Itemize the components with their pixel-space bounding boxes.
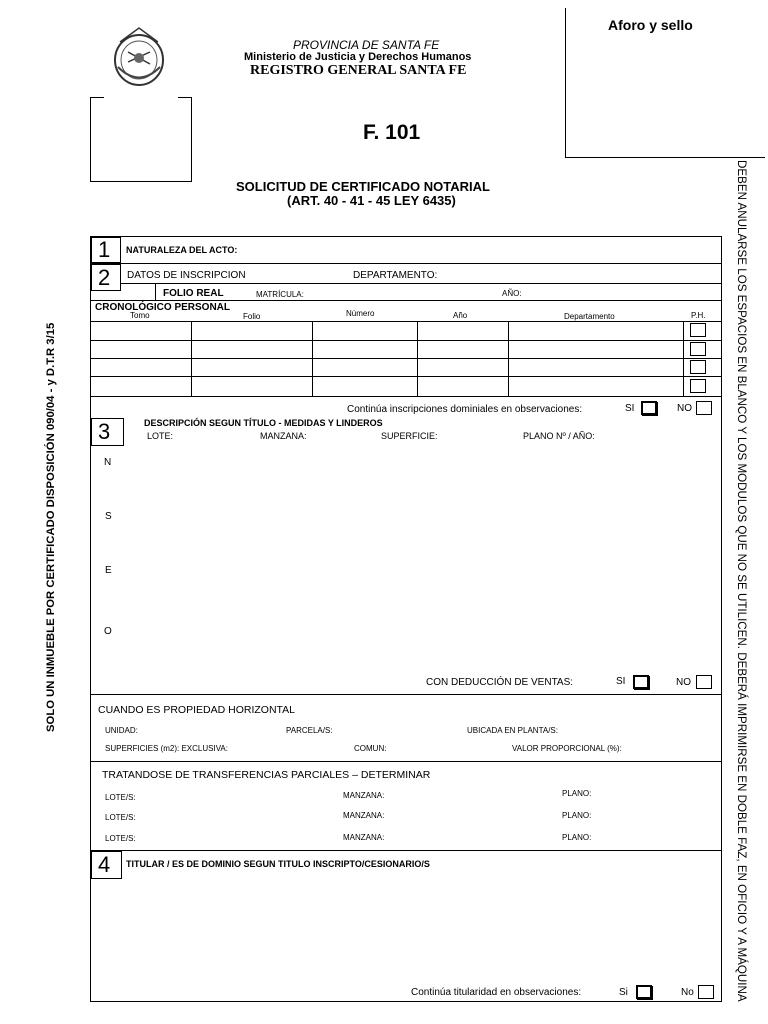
col-ph: P.H. (691, 311, 706, 320)
transfer-manzana-label: MANZANA: (343, 811, 385, 820)
divider (90, 376, 722, 377)
divider (90, 761, 722, 762)
titularidad-no-checkbox[interactable] (698, 985, 714, 999)
form-title-line1: SOLICITUD DE CERTIFICADO NOTARIAL (236, 179, 490, 194)
divider (90, 358, 722, 359)
departamento-label: DEPARTAMENTO: (353, 270, 438, 281)
form-code: F. 101 (363, 121, 421, 144)
provincial-seal-icon (108, 22, 170, 88)
matricula-label: MATRÍCULA: (256, 290, 304, 299)
valor-proporcional-label: VALOR PROPORCIONAL (%): (512, 744, 622, 753)
deduccion-si-checkbox[interactable] (633, 675, 649, 689)
divider (155, 283, 156, 300)
folio-real-label: FOLIO REAL (163, 288, 224, 299)
inscripciones-si-checkbox[interactable] (641, 401, 657, 415)
ministry-name: Ministerio de Justicia y Derechos Humanos (244, 51, 472, 63)
continua-inscripciones-label: Continúa inscripciones dominiales en observaciones: (347, 404, 583, 415)
province-name: PROVINCIA DE SANTA FE (293, 38, 440, 52)
deduccion-no-checkbox[interactable] (696, 675, 712, 689)
manzana-label: MANZANA: (260, 431, 307, 441)
col-departamento: Departamento (564, 312, 615, 321)
naturaleza-label: NATURALEZA DEL ACTO: (126, 245, 238, 255)
titularidad-si-label: Si (619, 987, 628, 998)
form-title-line2: (ART. 40 - 41 - 45 LEY 6435) (287, 193, 456, 208)
stamp-box-bottom-border (565, 157, 765, 158)
col-anio: Año (453, 311, 468, 320)
inscripciones-no-label: NO (677, 403, 692, 414)
transfer-plano-label: PLANO: (562, 811, 592, 820)
transferencias-title: TRATANDOSE DE TRANSFERENCIAS PARCIALES – DETERMINAR (102, 769, 431, 781)
titulares-label: TITULAR / ES DE DOMINIO SEGUN TITULO INSCRIPTO/CESIONARIO/S (126, 859, 430, 869)
transfer-manzana-label: MANZANA: (343, 791, 385, 800)
divider (508, 321, 509, 396)
col-folio: Folio (243, 312, 261, 321)
divider (90, 321, 722, 322)
right-side-note: DEBEN ANULARSE LOS ESPACIOS EN BLANCO Y LOS MODULOS QUE NO SE UTILICEN. DEBERÁ IMPRIMIRSE EN DOBLE FAZ, EN OFICIO Y A MÁQUINA (735, 160, 748, 1002)
divider (90, 263, 722, 264)
form-frame (90, 236, 722, 1002)
divider (90, 694, 722, 695)
continua-titularidad-label: Continúa titularidad en observaciones: (411, 987, 582, 998)
superficie-label: SUPERFICIE: (381, 431, 438, 441)
section-1-number: 1 (98, 237, 111, 262)
ubicada-label: UBICADA EN PLANTA/S: (467, 726, 558, 735)
comun-label: COMUN: (354, 744, 387, 753)
divider (312, 321, 313, 396)
cardinal-south: S (105, 511, 112, 522)
deduccion-label: CON DEDUCCIÓN DE VENTAS: (426, 677, 574, 688)
divider (417, 321, 418, 396)
inscripciones-si-label: SI (625, 403, 635, 414)
transfer-plano-label: PLANO: (562, 833, 592, 842)
stamp-box-left-border (565, 8, 566, 158)
transfer-lote-label: LOTE/S: (105, 813, 136, 822)
col-numero: Número (346, 309, 375, 318)
plano-label: PLANO Nº / AÑO: (523, 431, 595, 441)
propiedad-horizontal-title: CUANDO ES PROPIEDAD HORIZONTAL (98, 704, 295, 716)
divider (90, 300, 722, 301)
section-2-number: 2 (98, 265, 111, 290)
transfer-lote-label: LOTE/S: (105, 793, 136, 802)
superficies-label: SUPERFICIES (m2): EXCLUSIVA: (105, 744, 228, 753)
left-side-note: SOLO UN INMUEBLE POR CERTIFICADO DISPOSICIÓN 090/04 - y D.T.R 3/15 (45, 322, 57, 732)
deduccion-no-label: NO (676, 677, 691, 688)
ph-checkbox[interactable] (690, 342, 706, 356)
ph-checkbox[interactable] (690, 360, 706, 374)
cronologico-label: CRONOLÓGICO PERSONAL (95, 302, 231, 313)
divider (90, 850, 722, 851)
divider (90, 340, 722, 341)
ph-checkbox[interactable] (690, 379, 706, 393)
section-4-number: 4 (98, 852, 111, 877)
deduccion-si-label: SI (616, 676, 626, 687)
divider (191, 321, 192, 396)
divider (90, 396, 722, 397)
cardinal-north: N (104, 457, 112, 468)
transfer-plano-label: PLANO: (562, 789, 592, 798)
parcela-label: PARCELA/S: (286, 726, 333, 735)
titularidad-no-label: No (681, 987, 694, 998)
datos-inscripcion-label: DATOS DE INSCRIPCION (127, 270, 246, 281)
transfer-lote-label: LOTE/S: (105, 834, 136, 843)
divider (683, 321, 684, 396)
lote-label: LOTE: (147, 431, 174, 441)
section-3-number: 3 (98, 419, 111, 444)
ph-checkbox[interactable] (690, 323, 706, 337)
inscripciones-no-checkbox[interactable] (696, 401, 712, 415)
cardinal-east: E (105, 565, 112, 576)
transfer-manzana-label: MANZANA: (343, 833, 385, 842)
descripcion-title: DESCRIPCIÓN SEGUN TÍTULO - MEDIDAS Y LINDEROS (144, 418, 383, 428)
stamp-label: Aforo y sello (608, 17, 693, 33)
anio-label: AÑO: (502, 289, 522, 298)
unidad-label: UNIDAD: (105, 726, 138, 735)
stamp-bracket (90, 97, 192, 182)
col-tomo: Tomo (130, 311, 150, 320)
divider (121, 283, 722, 284)
titularidad-si-checkbox[interactable] (636, 985, 652, 999)
registry-name: REGISTRO GENERAL SANTA FE (250, 63, 467, 78)
cardinal-west: O (104, 626, 112, 637)
